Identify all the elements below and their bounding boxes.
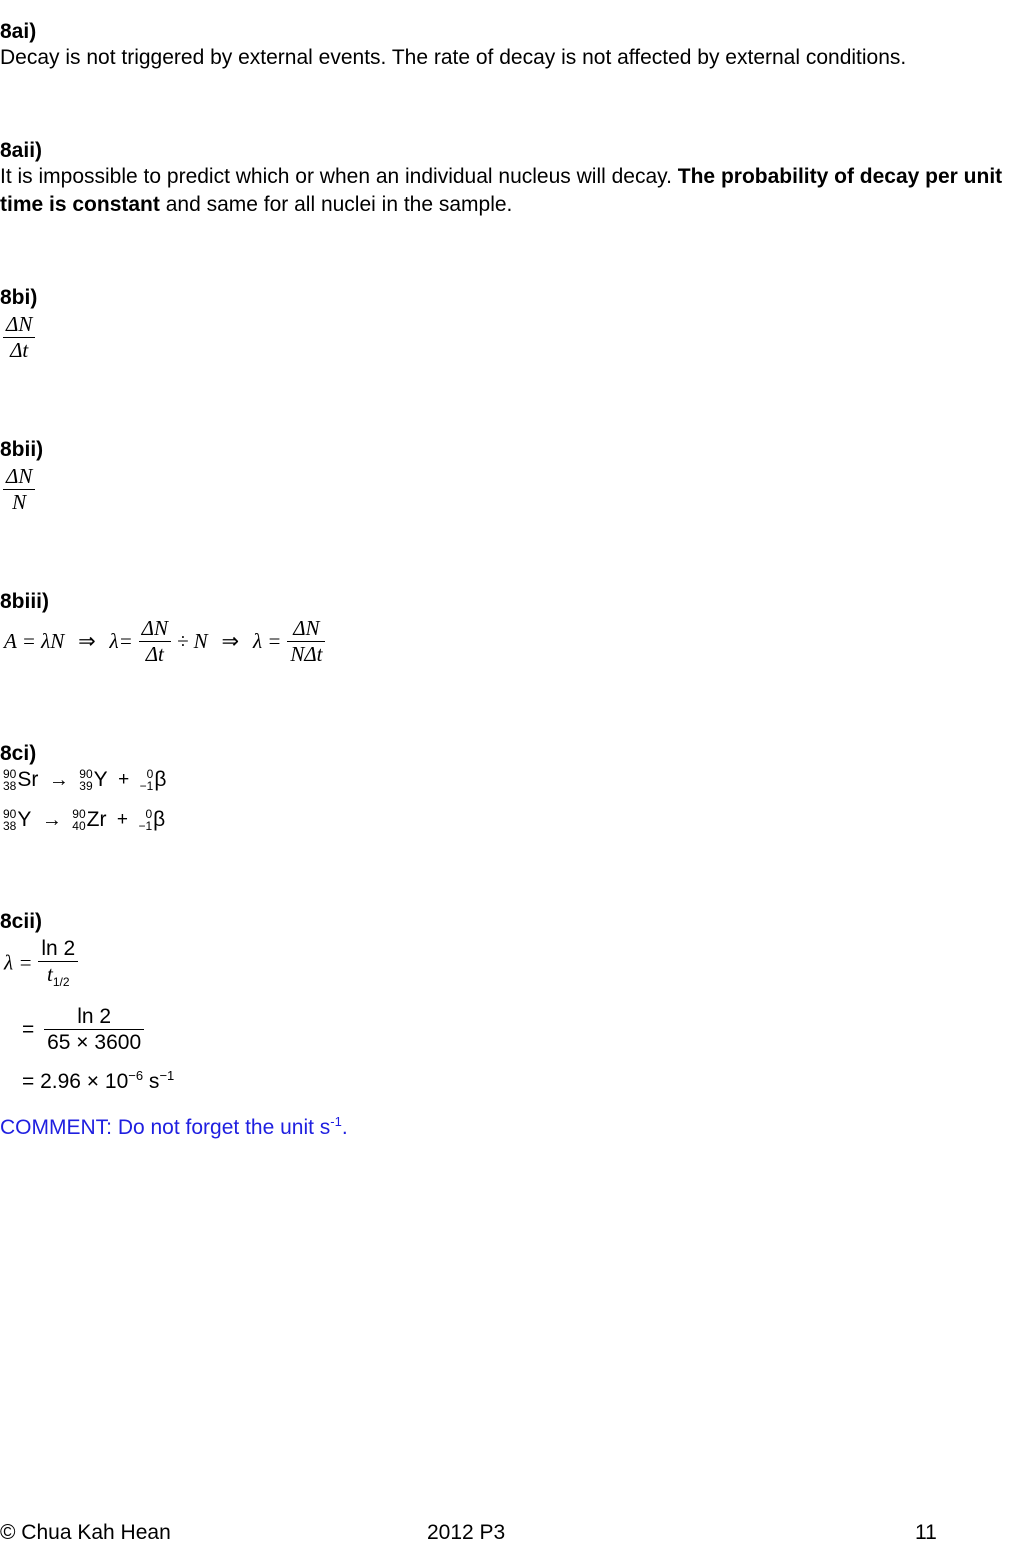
result-unit: s <box>143 1070 160 1093</box>
heading-8cii: 8cii) <box>0 910 43 933</box>
answer-8ai: Decay is not triggered by external events. The rate of decay is not affected by external conditions. <box>0 46 907 69</box>
lambda-equals-1: λ= <box>109 629 133 653</box>
equation-8biii-frac2-num: ΔN <box>287 616 325 642</box>
equation-8biii <box>4 616 325 667</box>
result-exponent: −6 <box>128 1068 144 1083</box>
zr-mass-number: 90 <box>72 807 86 821</box>
heading-8ci: 8ci) <box>0 742 37 765</box>
decay-equation-2 <box>3 808 165 832</box>
sr-mass-number: 90 <box>3 767 17 781</box>
heading-8biii: 8biii) <box>0 590 50 613</box>
y-mass-number: 90 <box>3 807 17 821</box>
plus-sign: + <box>116 809 129 830</box>
comment-note <box>0 1116 348 1140</box>
heading-8bi: 8bi) <box>0 286 38 309</box>
equation-8cii-result <box>22 1070 174 1094</box>
equation-8cii-line1 <box>4 936 78 990</box>
fraction-8bi-num: ΔN <box>3 312 35 338</box>
beta-symbol: β <box>154 768 167 791</box>
y-atomic-number: 38 <box>3 819 17 833</box>
comment-sup: -1 <box>330 1114 342 1129</box>
y-mass-number: 90 <box>79 767 93 781</box>
result-unit-exponent: −1 <box>159 1068 175 1083</box>
divide-n: ÷ N <box>176 629 208 653</box>
beta-atomic-number: −1 <box>139 779 154 793</box>
equation-8cii-frac2-den: 65 × 3600 <box>47 1031 142 1054</box>
answer-8aii-text-2: and same for all nuclei in the sample. <box>159 193 513 216</box>
equation-8cii-frac1-num: ln 2 <box>38 936 78 962</box>
equation-8biii-frac1-den: Δt <box>145 642 164 666</box>
footer-author: © Chua Kah Hean <box>0 1521 171 1544</box>
reaction-arrow: → <box>48 768 69 791</box>
result-value: = 2.96 × 10 <box>22 1070 129 1093</box>
equation-8cii-line2 <box>22 1004 144 1055</box>
lambda-equals-2: λ = <box>252 629 282 653</box>
answer-8aii-text-1: It is impossible to predict which or when an individual nucleus will decay. <box>0 165 678 188</box>
heading-8aii: 8aii) <box>0 139 43 162</box>
footer-page-number: 11 <box>915 1521 937 1544</box>
equals-sign: = <box>22 1017 35 1041</box>
fraction-8bii <box>3 464 35 515</box>
reaction-arrow: → <box>41 808 62 831</box>
y-symbol: Y <box>93 768 108 791</box>
sr-symbol: Sr <box>17 768 39 791</box>
fraction-8bii-den: N <box>12 490 27 514</box>
half-life-subscript: 1/2 <box>52 975 70 990</box>
footer-paper: 2012 P3 <box>427 1521 506 1544</box>
lambda-equals: λ = <box>4 950 33 975</box>
equation-8cii-frac2-num: ln 2 <box>44 1004 144 1030</box>
y-symbol: Y <box>17 808 32 831</box>
beta-symbol: β <box>153 808 166 831</box>
decay-equation-1 <box>3 768 166 792</box>
comment-text: COMMENT: Do not forget the unit s <box>0 1116 331 1139</box>
equation-8biii-lhs: A = λN <box>4 629 65 653</box>
equation-8biii-frac2-den: NΔt <box>290 642 323 666</box>
zr-symbol: Zr <box>86 808 107 831</box>
fraction-8bi-den: Δt <box>10 338 29 362</box>
answer-8aii <box>0 163 1010 219</box>
beta-mass-number: 0 <box>145 807 153 821</box>
comment-end: . <box>341 1116 348 1139</box>
half-life-t: t <box>47 962 53 986</box>
plus-sign: + <box>118 769 130 790</box>
y-atomic-number: 39 <box>79 779 93 793</box>
equation-8biii-frac1-num: ΔN <box>139 616 171 642</box>
heading-8ai: 8ai) <box>0 20 37 43</box>
fraction-8bi <box>3 312 35 363</box>
sr-atomic-number: 38 <box>3 779 17 793</box>
implies-symbol-2: ⇒ <box>221 630 240 653</box>
fraction-8bii-num: ΔN <box>3 464 35 490</box>
beta-mass-number: 0 <box>146 767 154 781</box>
answer-8aii-bold: The probability of decay per unit time is constant <box>0 165 1003 216</box>
zr-atomic-number: 40 <box>72 819 86 833</box>
implies-symbol-1: ⇒ <box>78 630 96 653</box>
heading-8bii: 8bii) <box>0 438 44 461</box>
beta-atomic-number: −1 <box>138 819 153 833</box>
